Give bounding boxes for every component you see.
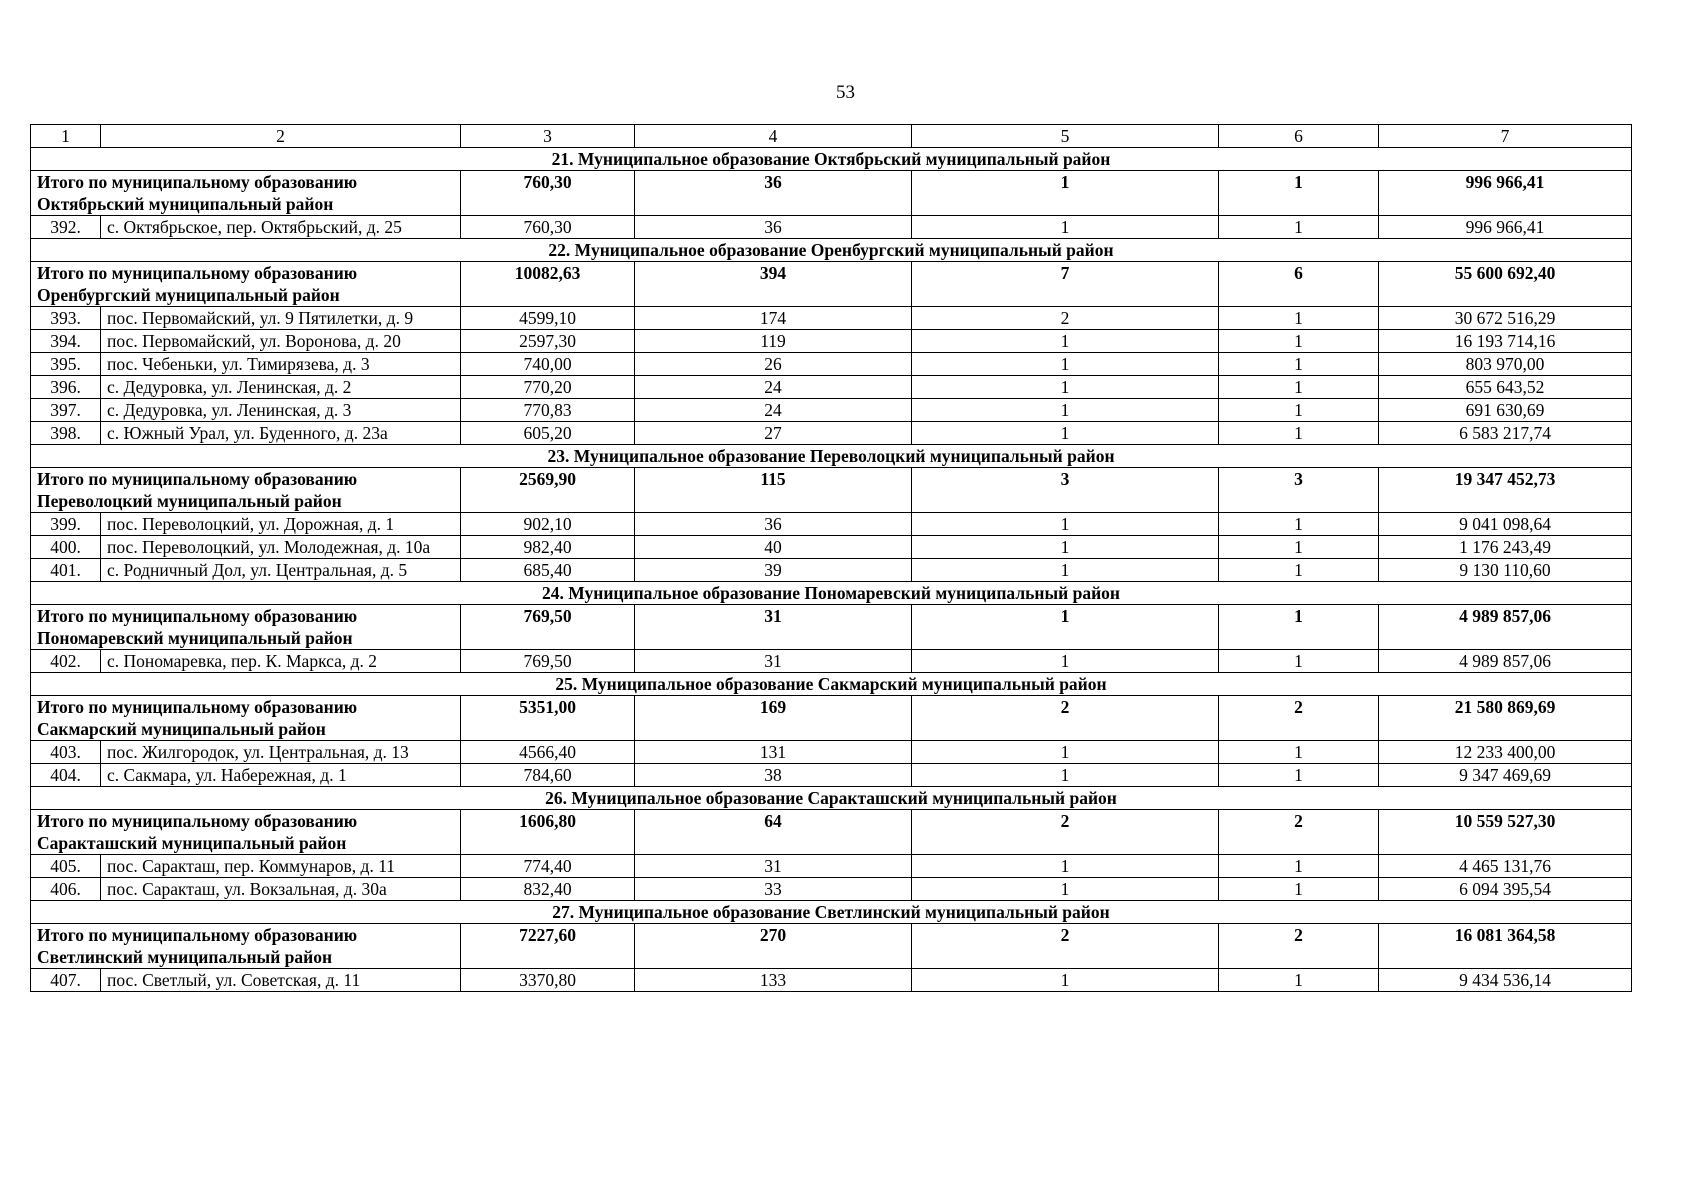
total-label: Итого по муниципальному образованию Пономаревский муниципальный район bbox=[31, 605, 461, 650]
total-residents: 394 bbox=[635, 262, 912, 307]
total-area: 5351,00 bbox=[461, 696, 635, 741]
housing-program-table bbox=[30, 124, 1632, 992]
row-number: 399. bbox=[31, 513, 101, 536]
row-cost: 1 176 243,49 bbox=[1379, 536, 1632, 559]
total-residents: 36 bbox=[635, 171, 912, 216]
row-col5: 1 bbox=[912, 399, 1219, 422]
total-col5: 2 bbox=[912, 696, 1219, 741]
row-cost: 9 041 098,64 bbox=[1379, 513, 1632, 536]
total-area: 769,50 bbox=[461, 605, 635, 650]
row-residents: 26 bbox=[635, 353, 912, 376]
row-number: 404. bbox=[31, 764, 101, 787]
row-residents: 38 bbox=[635, 764, 912, 787]
section-title: 25. Муниципальное образование Сакмарский муниципальный район bbox=[31, 673, 1632, 696]
row-number: 394. bbox=[31, 330, 101, 353]
table-row bbox=[31, 216, 1632, 239]
section-title: 21. Муниципальное образование Октябрьский муниципальный район bbox=[31, 148, 1632, 171]
total-residents: 169 bbox=[635, 696, 912, 741]
col-header-1: 1 bbox=[31, 125, 101, 148]
column-number-row bbox=[31, 125, 1632, 148]
row-cost: 6 583 217,74 bbox=[1379, 422, 1632, 445]
table-row bbox=[31, 650, 1632, 673]
total-area: 10082,63 bbox=[461, 262, 635, 307]
section-title: 23. Муниципальное образование Переволоцкий муниципальный район bbox=[31, 445, 1632, 468]
row-number: 395. bbox=[31, 353, 101, 376]
col-header-2: 2 bbox=[101, 125, 461, 148]
row-area: 685,40 bbox=[461, 559, 635, 582]
row-address: с. Сакмара, ул. Набережная, д. 1 bbox=[101, 764, 461, 787]
row-cost: 9 130 110,60 bbox=[1379, 559, 1632, 582]
row-residents: 40 bbox=[635, 536, 912, 559]
table-row bbox=[31, 878, 1632, 901]
row-col6: 1 bbox=[1219, 855, 1379, 878]
table-row bbox=[31, 399, 1632, 422]
row-residents: 31 bbox=[635, 855, 912, 878]
total-label: Итого по муниципальному образованию Сакмарский муниципальный район bbox=[31, 696, 461, 741]
row-area: 2597,30 bbox=[461, 330, 635, 353]
row-col5: 1 bbox=[912, 376, 1219, 399]
row-col6: 1 bbox=[1219, 376, 1379, 399]
section-total-row bbox=[31, 262, 1632, 307]
row-number: 392. bbox=[31, 216, 101, 239]
total-residents: 115 bbox=[635, 468, 912, 513]
row-col6: 1 bbox=[1219, 307, 1379, 330]
row-residents: 33 bbox=[635, 878, 912, 901]
total-col6: 2 bbox=[1219, 924, 1379, 969]
col-header-4: 4 bbox=[635, 125, 912, 148]
section-title: 24. Муниципальное образование Пономаревский муниципальный район bbox=[31, 582, 1632, 605]
section-total-row bbox=[31, 605, 1632, 650]
row-area: 832,40 bbox=[461, 878, 635, 901]
section-total-row bbox=[31, 696, 1632, 741]
row-address: пос. Переволоцкий, ул. Молодежная, д. 10а bbox=[101, 536, 461, 559]
row-col6: 1 bbox=[1219, 878, 1379, 901]
row-cost: 12 233 400,00 bbox=[1379, 741, 1632, 764]
row-address: пос. Жилгородок, ул. Центральная, д. 13 bbox=[101, 741, 461, 764]
row-area: 605,20 bbox=[461, 422, 635, 445]
table-row bbox=[31, 307, 1632, 330]
total-residents: 64 bbox=[635, 810, 912, 855]
row-col5: 1 bbox=[912, 353, 1219, 376]
total-area: 7227,60 bbox=[461, 924, 635, 969]
row-number: 406. bbox=[31, 878, 101, 901]
row-residents: 31 bbox=[635, 650, 912, 673]
row-cost: 6 094 395,54 bbox=[1379, 878, 1632, 901]
total-col5: 2 bbox=[912, 810, 1219, 855]
total-residents: 31 bbox=[635, 605, 912, 650]
row-cost: 30 672 516,29 bbox=[1379, 307, 1632, 330]
total-col6: 3 bbox=[1219, 468, 1379, 513]
total-col6: 1 bbox=[1219, 171, 1379, 216]
total-cost: 21 580 869,69 bbox=[1379, 696, 1632, 741]
total-residents: 270 bbox=[635, 924, 912, 969]
row-area: 769,50 bbox=[461, 650, 635, 673]
total-col5: 1 bbox=[912, 171, 1219, 216]
row-col5: 1 bbox=[912, 513, 1219, 536]
total-col5: 7 bbox=[912, 262, 1219, 307]
row-cost: 803 970,00 bbox=[1379, 353, 1632, 376]
total-col6: 2 bbox=[1219, 696, 1379, 741]
section-title-row bbox=[31, 445, 1632, 468]
total-cost: 10 559 527,30 bbox=[1379, 810, 1632, 855]
section-total-row bbox=[31, 171, 1632, 216]
total-col5: 1 bbox=[912, 605, 1219, 650]
row-col6: 1 bbox=[1219, 399, 1379, 422]
section-title: 22. Муниципальное образование Оренбургский муниципальный район bbox=[31, 239, 1632, 262]
row-number: 400. bbox=[31, 536, 101, 559]
row-number: 393. bbox=[31, 307, 101, 330]
section-total-row bbox=[31, 924, 1632, 969]
row-number: 403. bbox=[31, 741, 101, 764]
row-cost: 4 465 131,76 bbox=[1379, 855, 1632, 878]
row-col5: 1 bbox=[912, 559, 1219, 582]
total-cost: 19 347 452,73 bbox=[1379, 468, 1632, 513]
row-col6: 1 bbox=[1219, 330, 1379, 353]
section-title-row bbox=[31, 787, 1632, 810]
table-row bbox=[31, 513, 1632, 536]
row-col5: 2 bbox=[912, 307, 1219, 330]
table-row bbox=[31, 536, 1632, 559]
row-col5: 1 bbox=[912, 536, 1219, 559]
total-cost: 16 081 364,58 bbox=[1379, 924, 1632, 969]
table-row bbox=[31, 969, 1632, 992]
row-residents: 36 bbox=[635, 513, 912, 536]
total-col5: 3 bbox=[912, 468, 1219, 513]
table-body bbox=[31, 125, 1632, 992]
table-row bbox=[31, 764, 1632, 787]
total-label: Итого по муниципальному образованию Светлинский муниципальный район bbox=[31, 924, 461, 969]
total-cost: 55 600 692,40 bbox=[1379, 262, 1632, 307]
row-col6: 1 bbox=[1219, 764, 1379, 787]
table-row bbox=[31, 741, 1632, 764]
row-col6: 1 bbox=[1219, 536, 1379, 559]
row-number: 407. bbox=[31, 969, 101, 992]
row-col5: 1 bbox=[912, 878, 1219, 901]
total-cost: 996 966,41 bbox=[1379, 171, 1632, 216]
row-area: 4599,10 bbox=[461, 307, 635, 330]
row-number: 402. bbox=[31, 650, 101, 673]
total-col6: 1 bbox=[1219, 605, 1379, 650]
row-address: с. Дедуровка, ул. Ленинская, д. 2 bbox=[101, 376, 461, 399]
col-header-3: 3 bbox=[461, 125, 635, 148]
row-col6: 1 bbox=[1219, 216, 1379, 239]
row-residents: 39 bbox=[635, 559, 912, 582]
page-number: 53 bbox=[836, 82, 855, 103]
row-address: с. Октябрьское, пер. Октябрьский, д. 25 bbox=[101, 216, 461, 239]
row-residents: 24 bbox=[635, 376, 912, 399]
row-area: 982,40 bbox=[461, 536, 635, 559]
total-col6: 6 bbox=[1219, 262, 1379, 307]
row-address: с. Дедуровка, ул. Ленинская, д. 3 bbox=[101, 399, 461, 422]
section-title-row bbox=[31, 901, 1632, 924]
row-address: пос. Светлый, ул. Советская, д. 11 bbox=[101, 969, 461, 992]
section-title: 26. Муниципальное образование Саракташский муниципальный район bbox=[31, 787, 1632, 810]
total-area: 2569,90 bbox=[461, 468, 635, 513]
row-residents: 36 bbox=[635, 216, 912, 239]
total-col6: 2 bbox=[1219, 810, 1379, 855]
row-area: 760,30 bbox=[461, 216, 635, 239]
row-number: 405. bbox=[31, 855, 101, 878]
total-label: Итого по муниципальному образованию Октябрьский муниципальный район bbox=[31, 171, 461, 216]
row-area: 774,40 bbox=[461, 855, 635, 878]
row-cost: 691 630,69 bbox=[1379, 399, 1632, 422]
table-row bbox=[31, 353, 1632, 376]
row-residents: 133 bbox=[635, 969, 912, 992]
row-col5: 1 bbox=[912, 764, 1219, 787]
row-residents: 119 bbox=[635, 330, 912, 353]
row-col6: 1 bbox=[1219, 650, 1379, 673]
total-label: Итого по муниципальному образованию Оренбургский муниципальный район bbox=[31, 262, 461, 307]
row-number: 396. bbox=[31, 376, 101, 399]
row-address: с. Пономаревка, пер. К. Маркса, д. 2 bbox=[101, 650, 461, 673]
row-col6: 1 bbox=[1219, 353, 1379, 376]
section-title: 27. Муниципальное образование Светлинский муниципальный район bbox=[31, 901, 1632, 924]
row-col6: 1 bbox=[1219, 741, 1379, 764]
total-label: Итого по муниципальному образованию Саракташский муниципальный район bbox=[31, 810, 461, 855]
row-col6: 1 bbox=[1219, 422, 1379, 445]
col-header-5: 5 bbox=[912, 125, 1219, 148]
row-cost: 4 989 857,06 bbox=[1379, 650, 1632, 673]
row-residents: 27 bbox=[635, 422, 912, 445]
row-address: пос. Саракташ, пер. Коммунаров, д. 11 bbox=[101, 855, 461, 878]
total-col5: 2 bbox=[912, 924, 1219, 969]
section-title-row bbox=[31, 673, 1632, 696]
row-area: 740,00 bbox=[461, 353, 635, 376]
table-row bbox=[31, 422, 1632, 445]
section-total-row bbox=[31, 810, 1632, 855]
total-area: 1606,80 bbox=[461, 810, 635, 855]
col-header-7: 7 bbox=[1379, 125, 1632, 148]
row-address: пос. Саракташ, ул. Вокзальная, д. 30а bbox=[101, 878, 461, 901]
row-area: 784,60 bbox=[461, 764, 635, 787]
section-title-row bbox=[31, 582, 1632, 605]
total-label: Итого по муниципальному образованию Переволоцкий муниципальный район bbox=[31, 468, 461, 513]
row-address: пос. Чебеньки, ул. Тимирязева, д. 3 bbox=[101, 353, 461, 376]
row-area: 902,10 bbox=[461, 513, 635, 536]
row-col6: 1 bbox=[1219, 969, 1379, 992]
row-address: пос. Первомайский, ул. 9 Пятилетки, д. 9 bbox=[101, 307, 461, 330]
row-cost: 655 643,52 bbox=[1379, 376, 1632, 399]
row-area: 3370,80 bbox=[461, 969, 635, 992]
row-cost: 9 434 536,14 bbox=[1379, 969, 1632, 992]
section-title-row bbox=[31, 239, 1632, 262]
table-row bbox=[31, 330, 1632, 353]
table-row bbox=[31, 559, 1632, 582]
row-number: 397. bbox=[31, 399, 101, 422]
row-area: 4566,40 bbox=[461, 741, 635, 764]
row-address: пос. Переволоцкий, ул. Дорожная, д. 1 bbox=[101, 513, 461, 536]
section-title-row bbox=[31, 148, 1632, 171]
total-area: 760,30 bbox=[461, 171, 635, 216]
row-col5: 1 bbox=[912, 741, 1219, 764]
row-number: 401. bbox=[31, 559, 101, 582]
row-col5: 1 bbox=[912, 216, 1219, 239]
row-address: пос. Первомайский, ул. Воронова, д. 20 bbox=[101, 330, 461, 353]
row-residents: 174 bbox=[635, 307, 912, 330]
table-row bbox=[31, 376, 1632, 399]
row-cost: 9 347 469,69 bbox=[1379, 764, 1632, 787]
row-area: 770,83 bbox=[461, 399, 635, 422]
row-residents: 24 bbox=[635, 399, 912, 422]
row-residents: 131 bbox=[635, 741, 912, 764]
row-col5: 1 bbox=[912, 330, 1219, 353]
row-col5: 1 bbox=[912, 422, 1219, 445]
total-cost: 4 989 857,06 bbox=[1379, 605, 1632, 650]
row-col6: 1 bbox=[1219, 513, 1379, 536]
row-cost: 996 966,41 bbox=[1379, 216, 1632, 239]
row-cost: 16 193 714,16 bbox=[1379, 330, 1632, 353]
col-header-6: 6 bbox=[1219, 125, 1379, 148]
row-address: с. Южный Урал, ул. Буденного, д. 23а bbox=[101, 422, 461, 445]
row-col5: 1 bbox=[912, 650, 1219, 673]
row-area: 770,20 bbox=[461, 376, 635, 399]
row-address: с. Родничный Дол, ул. Центральная, д. 5 bbox=[101, 559, 461, 582]
row-number: 398. bbox=[31, 422, 101, 445]
section-total-row bbox=[31, 468, 1632, 513]
row-col5: 1 bbox=[912, 969, 1219, 992]
table-row bbox=[31, 855, 1632, 878]
row-col5: 1 bbox=[912, 855, 1219, 878]
row-col6: 1 bbox=[1219, 559, 1379, 582]
